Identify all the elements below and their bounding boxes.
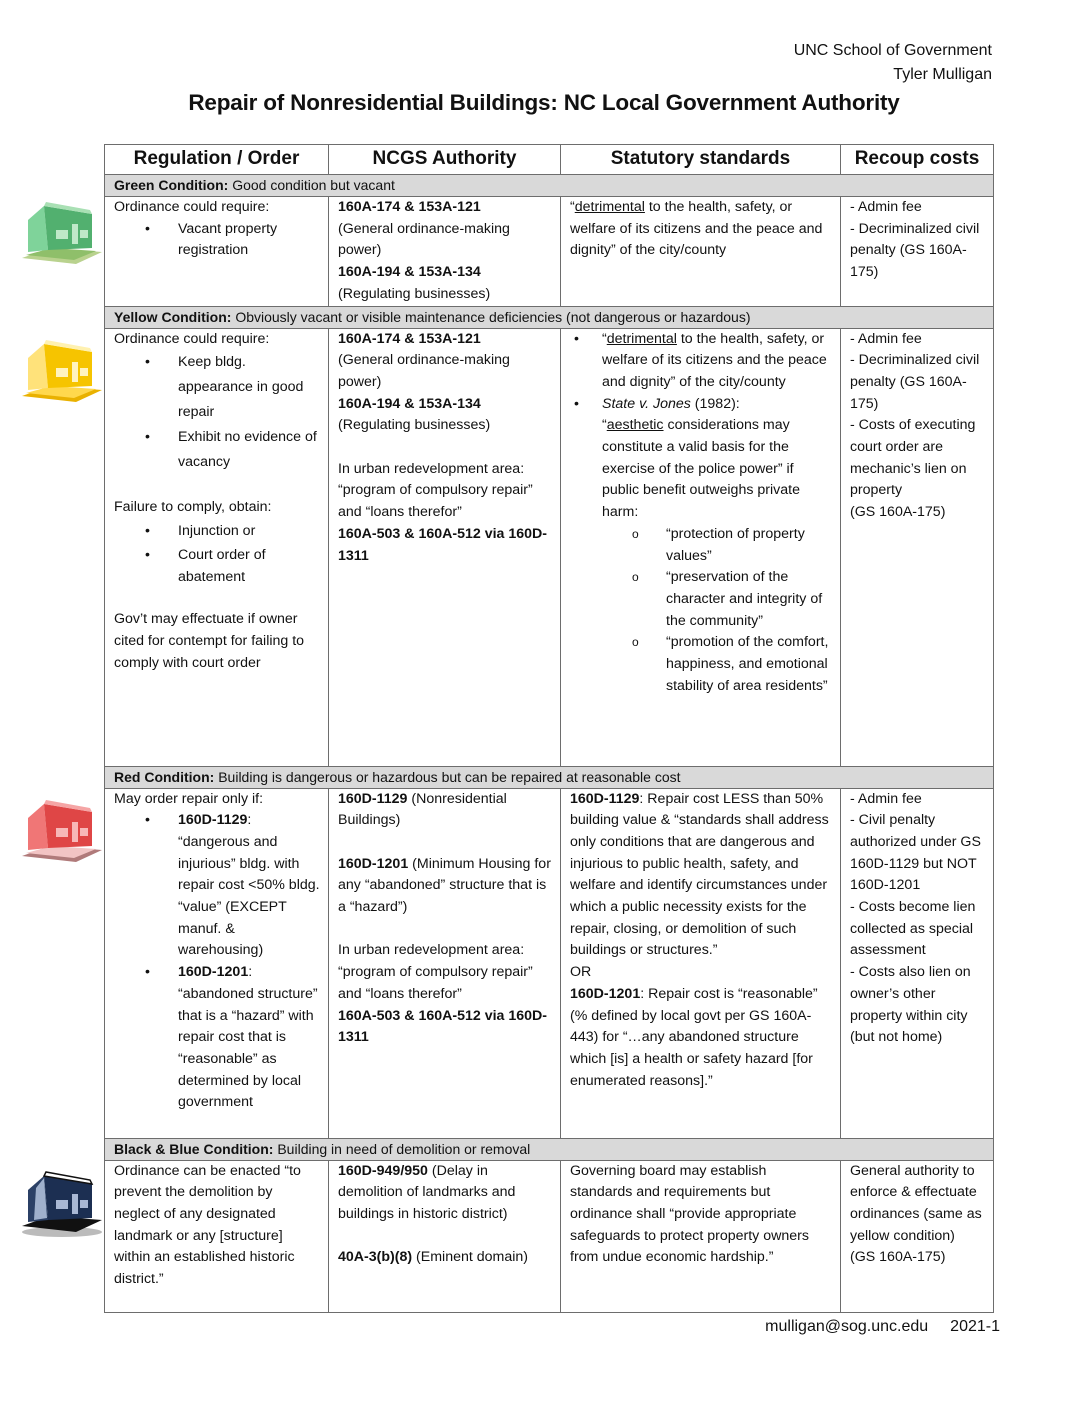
standard-text: considerations may constitute a valid basis for the exercise of the police power” if public benefit outweighs private harm:	[602, 417, 800, 521]
statute-description: (General ordinance-making power)	[338, 220, 510, 259]
statute-citation: 160A-503 & 160A-512 via 160D-1311	[338, 1007, 548, 1046]
black-blue-building-icon	[14, 1168, 104, 1238]
enforcement-note: Gov’t may effectuate if owner cited for contempt for failing to comply with court order	[114, 611, 305, 671]
sub-list-item: o “promotion of the comfort, happiness, and emotional stability of area residents”	[602, 632, 832, 697]
list-item	[114, 962, 320, 1114]
condition-row-black-blue	[105, 1138, 994, 1160]
condition-row-green	[105, 175, 994, 197]
author-name: Tyler Mulligan	[893, 66, 992, 83]
urban-redevelopment-text: In urban redevelopment area: “program of compulsory repair” and “loans therefor”	[338, 460, 533, 521]
table-header-row	[105, 145, 994, 175]
quote-mark: “	[602, 417, 607, 434]
statute-citation: 160D-1201	[338, 855, 409, 872]
condition-label: Red Condition:	[114, 768, 215, 785]
statute-description: (Regulating businesses)	[338, 285, 491, 302]
recoup-cell	[841, 328, 994, 766]
authority-cell	[329, 1160, 561, 1312]
condition-banner	[105, 766, 994, 788]
standard-text: to the health, safety, or welfare of its citizens and the peace and dignity” of the city/county	[570, 199, 823, 259]
list-item: • Injunction or	[114, 519, 320, 544]
recoup-item: - Civil penalty authorized under GS 160D-1129 but NOT 160D-1201	[850, 812, 981, 894]
condition-row-yellow	[105, 306, 994, 328]
statute-description: (Nonresidential Buildings)	[338, 790, 507, 829]
statute-citation: 160D-949/950	[338, 1162, 428, 1179]
statute-citation: 160A-174 & 153A-121	[338, 330, 481, 347]
organization-name: UNC School of Government	[793, 42, 992, 59]
recoup-item: - Admin fee	[850, 790, 922, 807]
failure-intro: Failure to comply, obtain:	[114, 498, 272, 515]
recoup-item: - Costs also lien on owner’s other property within city (but not home)	[850, 964, 971, 1046]
regulation-cell	[105, 788, 329, 1138]
statute-citation: 160A-194 & 153A-134	[338, 264, 481, 281]
statute-entry	[338, 854, 552, 919]
statute-citation: 160D-1129	[178, 812, 248, 829]
table-row	[105, 788, 994, 1138]
regulation-cell: Ordinance can be enacted “to prevent the demolition by neglect of any designated landmark or any [structure] within an established historic district.”	[105, 1160, 329, 1312]
green-building-icon	[14, 198, 104, 268]
standards-cell: Governing board may establish standards and requirements but ordinance shall “provide appropriate safeguards to protect property owners from undue economic hardship.”	[561, 1160, 841, 1312]
sub-list-item: o “protection of property values”	[602, 524, 832, 567]
standards-cell	[561, 788, 841, 1138]
statute-entry	[338, 1161, 552, 1226]
list-item	[114, 810, 320, 962]
table-row	[105, 197, 994, 307]
authority-cell	[329, 197, 561, 307]
recoup-item: - Decriminalized civil penalty (GS 160A-175)	[850, 352, 980, 412]
column-header: Regulation / Order	[105, 145, 329, 175]
recoup-cell	[841, 1160, 994, 1312]
statute-citation: 160A-503 & 160A-512 via 160D-1311	[338, 525, 548, 564]
list-item: • Keep bldg. appearance in good repair	[114, 350, 320, 425]
list-item: • Court order of abatement	[114, 544, 320, 588]
standard-text: : Repair cost LESS than 50% building value & “standards shall address only conditions that are dangerous and injurious to public health, safety, and welfare and identify circumstances under which a public necessity exists for the repair, closing, or demolition of such buildings or structures.”	[570, 790, 829, 959]
authority-cell	[329, 788, 561, 1138]
standard-paragraph	[570, 789, 832, 963]
condition-label: Yellow Condition:	[114, 308, 232, 325]
red-building-icon	[14, 796, 104, 866]
list-item	[570, 394, 832, 698]
page-title: Repair of Nonresidential Buildings: NC Local Government Authority	[188, 90, 900, 115]
urban-redevelopment-text: In urban redevelopment area: “program of compulsory repair” and “loans therefor”	[338, 942, 533, 1002]
document-version: 2021-1	[950, 1318, 1000, 1335]
condition-description: Obviously vacant or visible maintenance deficiencies (not dangerous or hazardous)	[235, 308, 751, 325]
recoup-item: - Decriminalized civil penalty (GS 160A-175)	[850, 220, 980, 281]
recoup-cell	[841, 197, 994, 307]
statute-citation: 160D-1201	[570, 985, 641, 1002]
regulation-intro: May order repair only if:	[114, 790, 264, 807]
regulation-cell	[105, 197, 329, 307]
underlined-term: detrimental	[606, 330, 677, 347]
standards-cell	[561, 328, 841, 766]
authority-table	[104, 144, 994, 1313]
table-row	[105, 1160, 994, 1312]
list-item-text: : “dangerous and injurious” bldg. with repair cost <50% bldg. “value” (EXCEPT manuf. & warehousing)	[178, 812, 320, 959]
statute-citation: 160D-1201	[178, 964, 249, 981]
recoup-item: - Admin fee	[850, 330, 922, 347]
standard-paragraph	[570, 984, 832, 1093]
condition-label: Green Condition:	[114, 177, 229, 193]
recoup-item: - Admin fee	[850, 199, 922, 215]
sub-list-item: o “preservation of the character and integrity of the community”	[602, 567, 832, 632]
regulation-cell	[105, 328, 329, 766]
standard-text: : Repair cost is “reasonable” (% defined by local govt per GS 160A-443) for “…any abandoned structure which [is] a health or safety hazard [for enumerated reasons].”	[570, 985, 818, 1089]
condition-description: Building in need of demolition or removal	[277, 1140, 531, 1157]
recoup-cell	[841, 788, 994, 1138]
condition-banner	[105, 175, 994, 197]
regulation-intro: Ordinance could require:	[114, 330, 270, 347]
case-year: (1982):	[690, 395, 740, 412]
standard-text: to the health, safety, or welfare of its citizens and the peace and dignity” of the city/county	[602, 330, 827, 390]
statute-citation: 40A-3(b)(8)	[338, 1249, 413, 1266]
statute-citation: 160A-174 & 153A-121	[338, 199, 481, 215]
condition-description: Building is dangerous or hazardous but can be repaired at reasonable cost	[218, 768, 681, 785]
column-header: NCGS Authority	[329, 145, 561, 175]
footer	[765, 1318, 1000, 1336]
condition-description: Good condition but vacant	[232, 177, 395, 193]
quote-mark: “	[570, 199, 575, 215]
underlined-term: detrimental	[574, 199, 645, 215]
condition-banner	[105, 1138, 994, 1160]
regulation-intro: Ordinance could require:	[114, 199, 270, 215]
statute-description: (Minimum Housing for any “abandoned” structure that is a “hazard”)	[338, 855, 551, 916]
statute-citation: 160D-1129	[570, 790, 640, 807]
or-separator: OR	[570, 964, 592, 981]
list-item: • Vacant property registration	[114, 219, 320, 262]
quote-mark: “	[602, 330, 607, 347]
statute-citation: 160D-1129	[338, 790, 408, 807]
case-name: State v. Jones	[602, 395, 691, 412]
condition-row-red	[105, 766, 994, 788]
column-header: Statutory standards	[561, 145, 841, 175]
yellow-building-icon	[14, 336, 104, 406]
statute-citation: 160A-194 & 153A-134	[338, 395, 481, 412]
underlined-term: aesthetic	[606, 417, 664, 434]
statute-description: (Regulating businesses)	[338, 417, 491, 434]
recoup-item: - Costs become lien collected as special assessment	[850, 899, 976, 959]
recoup-item: - Costs of executing court order are mechanic’s lien on property	[850, 417, 976, 499]
table-row	[105, 328, 994, 766]
statute-description: (Eminent domain)	[412, 1249, 529, 1266]
list-item-text: : “abandoned structure” that is a “hazard” with repair cost that is “reasonable” as determined by local government	[178, 964, 318, 1111]
condition-label: Black & Blue Condition:	[114, 1140, 274, 1157]
list-item: • Exhibit no evidence of vacancy	[114, 425, 320, 475]
authority-cell	[329, 328, 561, 766]
standards-cell	[561, 197, 841, 307]
statute-description: (Delay in demolition of landmarks and buildings in historic district)	[338, 1162, 516, 1222]
recoup-item: (GS 160A-175)	[850, 1249, 946, 1266]
recoup-item: General authority to enforce & effectuate ordinances (same as yellow condition)	[850, 1162, 982, 1244]
statute-description: (General ordinance-making power)	[338, 352, 510, 390]
statute-entry	[338, 789, 552, 832]
contact-email: mulligan@sog.unc.edu	[765, 1318, 929, 1335]
list-item	[570, 329, 832, 394]
recoup-item: (GS 160A-175)	[850, 504, 946, 521]
statute-entry	[338, 1247, 552, 1269]
column-header: Recoup costs	[841, 145, 994, 175]
condition-banner	[105, 306, 994, 328]
